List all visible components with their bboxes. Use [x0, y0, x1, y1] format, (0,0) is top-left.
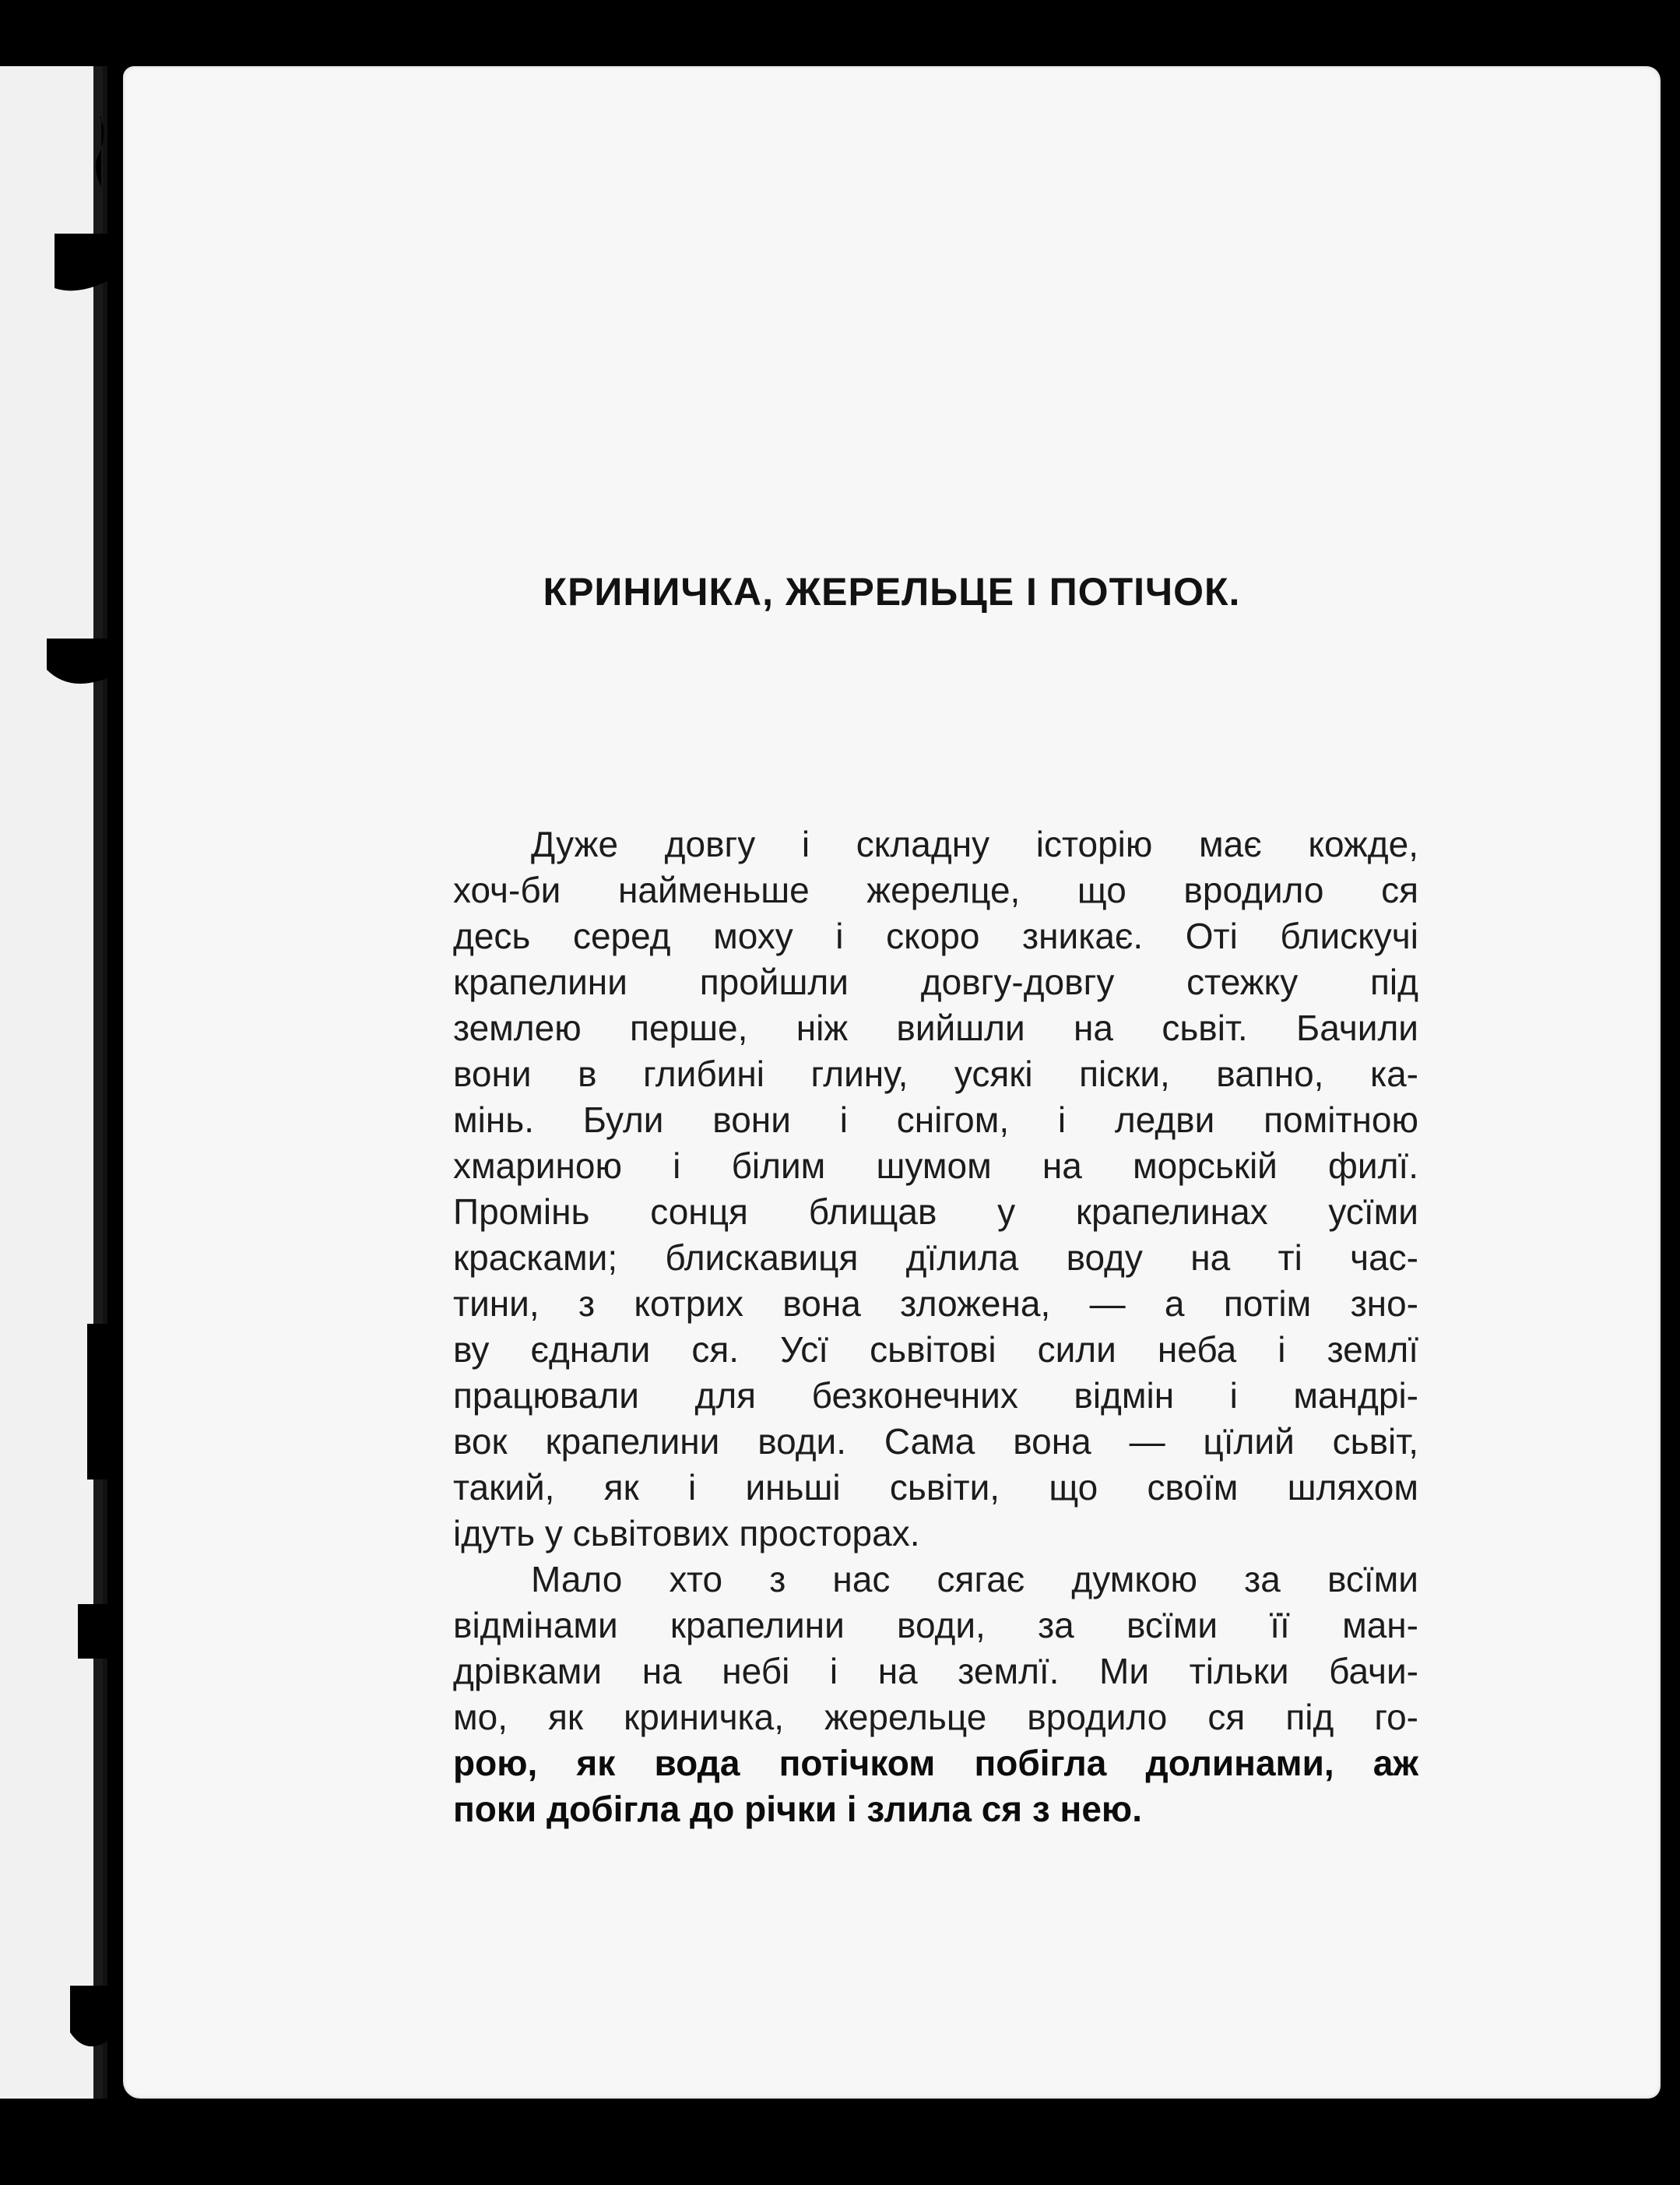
- text-line: мо, як криничка, жерельце вродило ся під го-: [453, 1697, 1418, 1737]
- text-line: хмариною і білим шумом на морській филї.: [453, 1145, 1418, 1186]
- text-line: мінь. Були вони і снігом, і ледви помітною: [453, 1100, 1418, 1140]
- binding-shadow: [0, 0, 132, 2185]
- text-line: поки добігла до річки і злила ся з нею.: [453, 1789, 1142, 1829]
- body-text: [453, 822, 1418, 1832]
- text-line: Мало хто з нас сягає думкою за всїми: [531, 1559, 1418, 1599]
- text-line: красками; блискавиця дїлила воду на ті час-: [453, 1237, 1418, 1278]
- page-title: КРИНИЧКА, ЖЕРЕЛЬЦЕ І ПОТІЧОК.: [543, 570, 1241, 614]
- text-line: крапелини пройшли довгу-довгу стежку під: [453, 962, 1418, 1002]
- text-line: працювали для безконечних відмін і мандрі-: [453, 1375, 1418, 1416]
- text-line: Дуже довгу і складну історію має кожде,: [531, 824, 1418, 864]
- text-line: десь серед моху і скоро зникає. Оті блискучі: [453, 916, 1418, 956]
- text-line: дрівками на небі і на землї. Ми тільки бачи-: [453, 1651, 1418, 1691]
- text-line: такий, як і иньші сьвіти, що своїм шляхом: [453, 1467, 1418, 1508]
- text-line: землею перше, ніж вийшли на сьвіт. Бачили: [453, 1008, 1418, 1048]
- text-line: відмінами крапелини води, за всїми її ман-: [453, 1605, 1418, 1645]
- text-line: вони в глибині глину, усякі піски, вапно, ка-: [453, 1054, 1418, 1094]
- paragraph-1: [453, 822, 1418, 1557]
- text-line: рою, як вода потічком побігла долинами, аж: [453, 1743, 1418, 1783]
- paragraph-2: [453, 1557, 1418, 1832]
- text-line: хоч-би найменьше жерелце, що вродило ся: [453, 870, 1418, 910]
- text-line: ву єднали ся. Усї сьвітові сили неба і землї: [453, 1329, 1418, 1370]
- text-line: тини, з котрих вона зложена, — а потім зно-: [453, 1283, 1418, 1324]
- text-line: вок крапелини води. Сама вона — цїлий сьвіт,: [453, 1421, 1418, 1462]
- text-line: Промінь сонця блищав у крапелинах усїми: [453, 1191, 1418, 1232]
- text-line: ідуть у сьвітових просторах.: [453, 1513, 920, 1553]
